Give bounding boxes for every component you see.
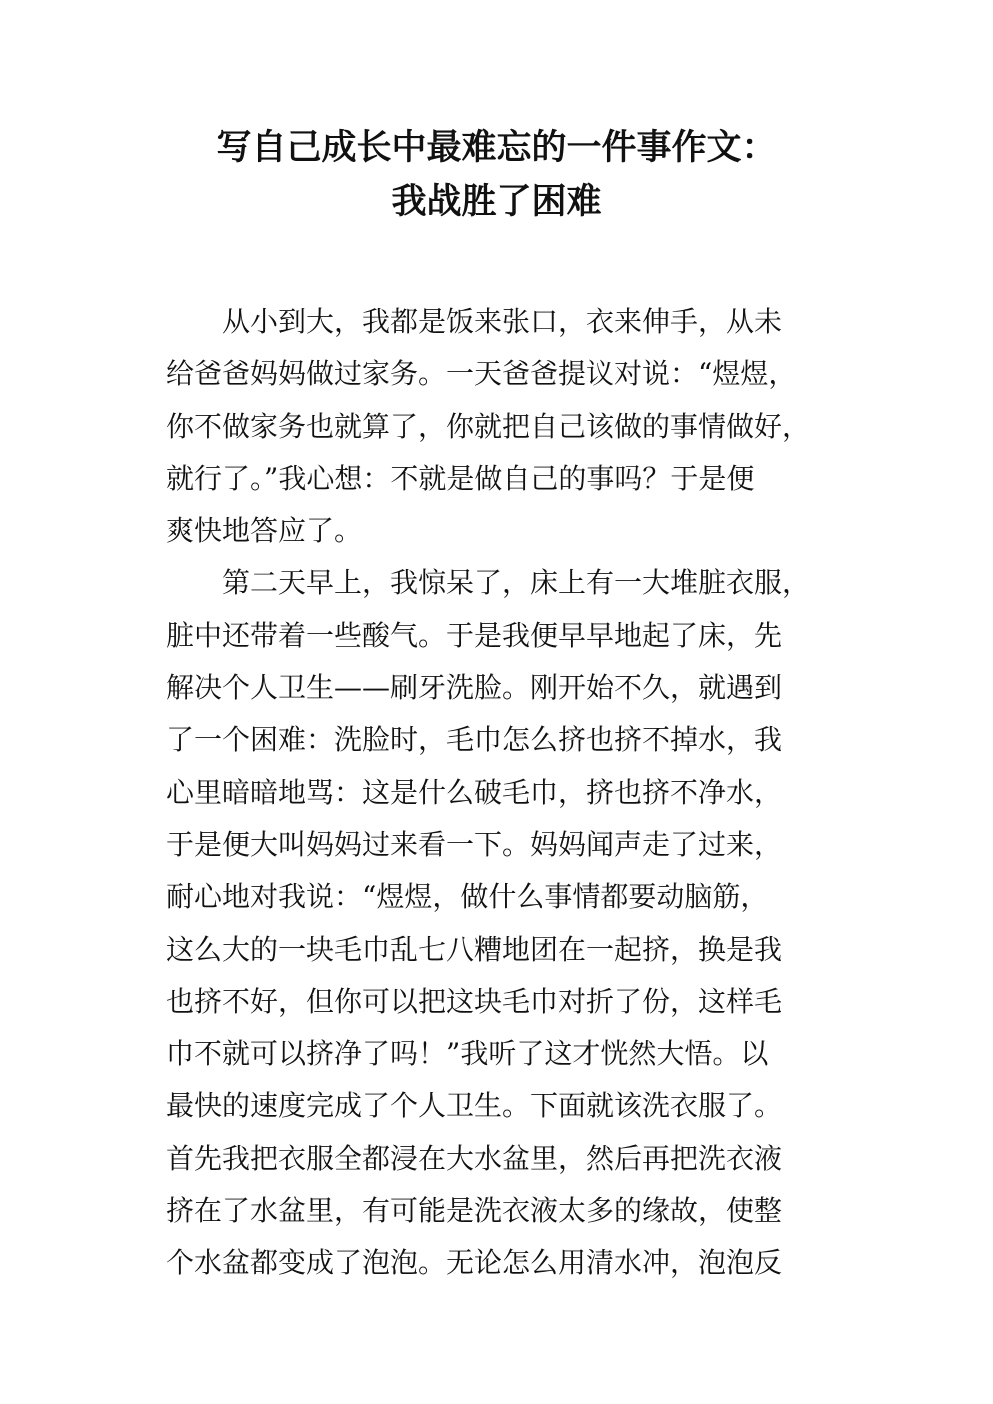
paragraph-line: 这么大的一块毛巾乱七八糟地团在一起挤，换是我 bbox=[166, 932, 783, 966]
paragraph-line: 个水盆都变成了泡泡。无论怎么用清水冲，泡泡反 bbox=[166, 1246, 783, 1280]
paragraph-line: 也挤不好，但你可以把这块毛巾对折了份，这样毛 bbox=[166, 984, 783, 1018]
paragraph bbox=[166, 296, 846, 557]
document-body bbox=[166, 296, 846, 1290]
paragraph-line: 最快的速度完成了个人卫生。下面就该洗衣服了。 bbox=[166, 1089, 783, 1123]
paragraph-line: 就行了。”我心想：不就是做自己的事吗？于是便 bbox=[166, 461, 755, 495]
paragraph-line: 第二天早上，我惊呆了，床上有一大堆脏衣服， bbox=[222, 566, 811, 600]
paragraph bbox=[166, 557, 846, 1289]
paragraph-line: 脏中还带着一些酸气。于是我便早早地起了床，先 bbox=[166, 618, 783, 652]
paragraph-line: 于是便大叫妈妈过来看一下。妈妈闻声走了过来， bbox=[166, 827, 783, 861]
paragraph-line: 给爸爸妈妈做过家务。一天爸爸提议对说：“煜煜， bbox=[166, 357, 797, 391]
paragraph-line: 解决个人卫生——刷牙洗脸。刚开始不久，就遇到 bbox=[166, 671, 783, 705]
paragraph-line: 从小到大，我都是饭来张口，衣来伸手，从未 bbox=[222, 305, 783, 338]
paragraph-line: 首先我把衣服全都浸在大水盆里，然后再把洗衣液 bbox=[166, 1141, 783, 1175]
paragraph-line: 耐心地对我说：“煜煜，做什么事情都要动脑筋， bbox=[166, 880, 769, 914]
paragraph-line: 心里暗暗地骂：这是什么破毛巾，挤也挤不净水， bbox=[166, 775, 783, 809]
document-title-line-2: 我战胜了困难 bbox=[391, 182, 602, 222]
paragraph-line: 巾不就可以挤净了吗！”我听了这才恍然大悟。以 bbox=[166, 1037, 769, 1071]
paragraph-line: 挤在了水盆里，有可能是洗衣液太多的缘故，使整 bbox=[166, 1194, 783, 1228]
paragraph-line: 你不做家务也就算了，你就把自己该做的事情做好， bbox=[166, 409, 811, 443]
paragraph-line: 爽快地答应了。 bbox=[166, 514, 363, 548]
document-title-line-1: 写自己成长中最难忘的一件事作文： bbox=[216, 128, 777, 168]
paragraph-line: 了一个困难：洗脸时，毛巾怎么挤也挤不掉水，我 bbox=[166, 723, 783, 757]
